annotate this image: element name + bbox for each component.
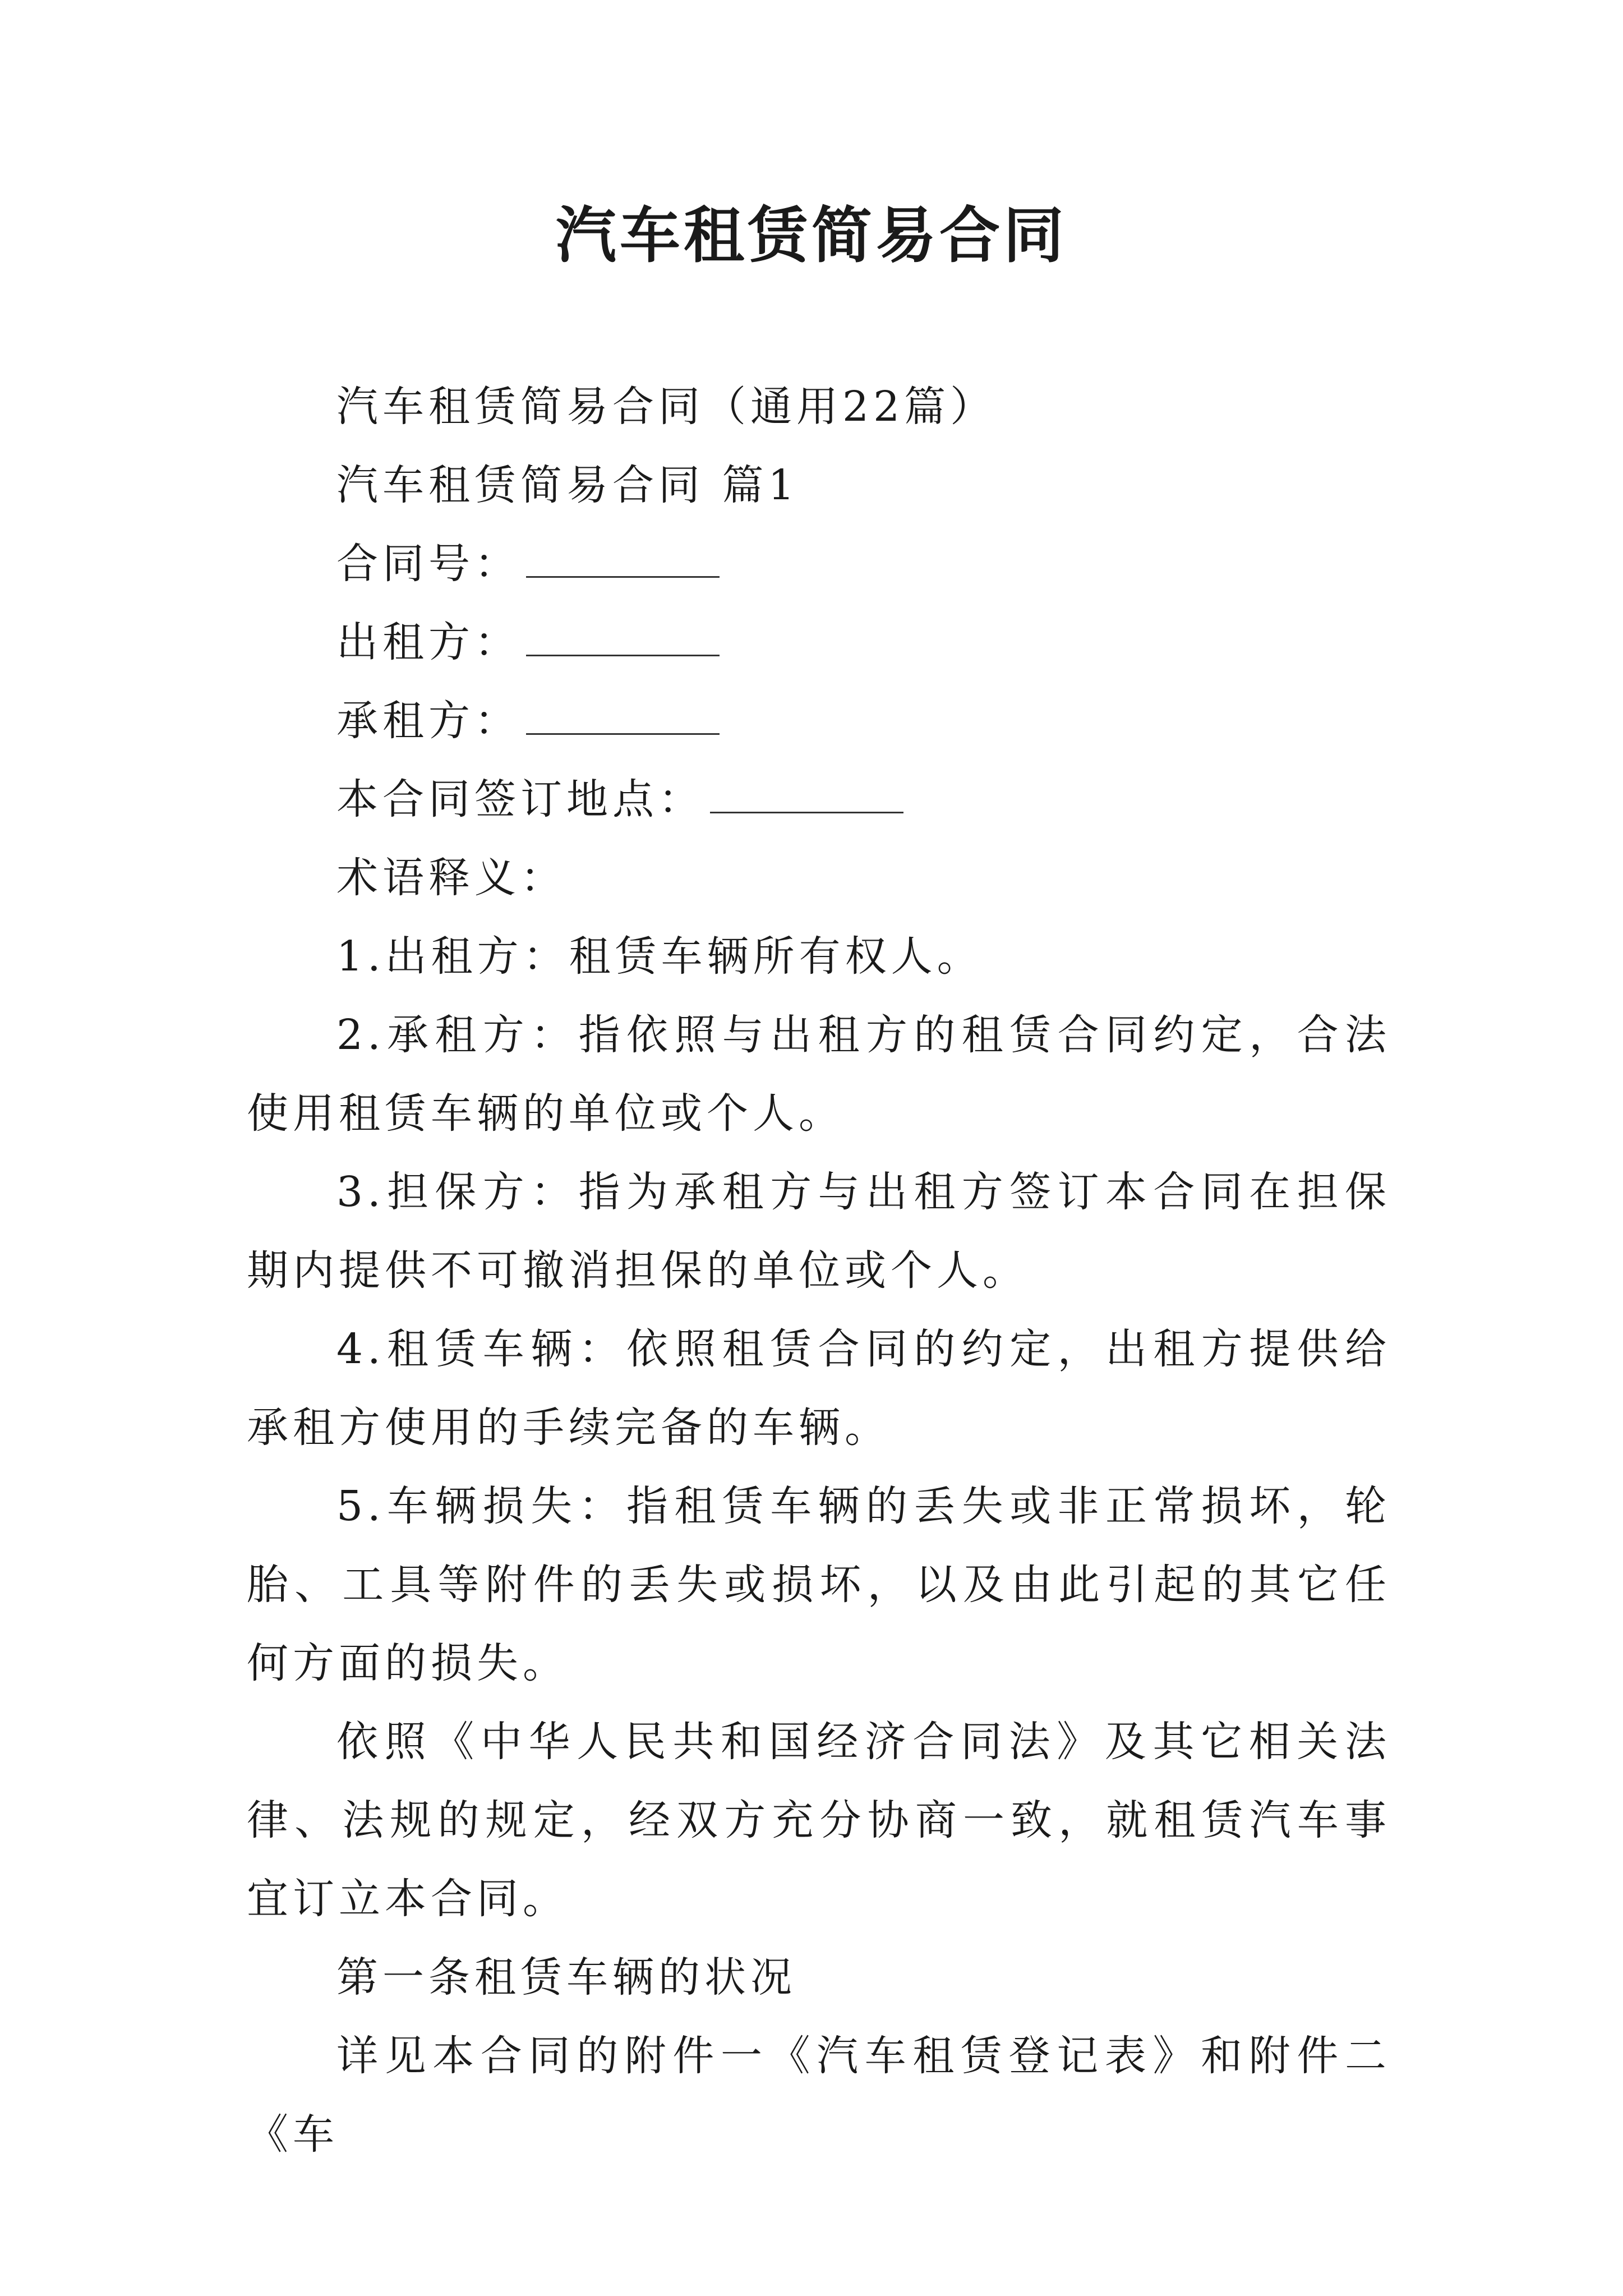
sign-place-blank [710, 772, 903, 813]
lessor-label: 出租方： [336, 618, 520, 666]
term-item: 2.承租方：指依照与出租方的租赁合同约定，合法使用租赁车辆的单位或个人。 [247, 1011, 1391, 1138]
article-1-text: 详见本合同的附件一《汽车租赁登记表》和附件二《车 [247, 2032, 1391, 2159]
lessee-blank [526, 694, 720, 735]
document-title: 汽车租赁简易合同 [555, 200, 1067, 271]
terms-heading: 术语释义： [336, 854, 566, 902]
document-body [247, 367, 1391, 2174]
lessor-blank [526, 615, 720, 656]
article-1-heading: 第一条租赁车辆的状况 [336, 1953, 796, 2001]
legal-basis-paragraph: 依照《中华人民共和国经济合同法》及其它相关法律、法规的规定，经双方充分协商一致，就租赁汽车事宜订立本合同。 [247, 1718, 1391, 1923]
sign-place-label: 本合同签订地点： [336, 775, 704, 823]
lessee-line [247, 682, 1391, 760]
term-item: 1.出租方：租赁车辆所有权人。 [336, 932, 983, 981]
term-item: 4.租赁车辆：依照租赁合同的约定，出租方提供给承租方使用的手续完备的车辆。 [247, 1325, 1391, 1452]
contract-number-line [247, 524, 1391, 603]
contract-number-blank [526, 537, 720, 578]
term-item: 5.车辆损失：指租赁车辆的丢失或非正常损坏，轮胎、工具等附件的丢失或损坏，以及由此引起的其它任何方面的损失。 [247, 1482, 1391, 1687]
lessor-line [247, 603, 1391, 682]
sign-place-line [247, 760, 1391, 839]
term-item: 3.担保方：指为承租方与出租方签订本合同在担保期内提供不可撤消担保的单位或个人。 [247, 1168, 1391, 1295]
contract-number-label: 合同号： [336, 540, 520, 588]
lessee-label: 承租方： [336, 697, 520, 745]
chapter-heading: 汽车租赁简易合同 篇1 [336, 461, 799, 509]
document-subtitle: 汽车租赁简易合同（通用22篇） [336, 383, 997, 431]
